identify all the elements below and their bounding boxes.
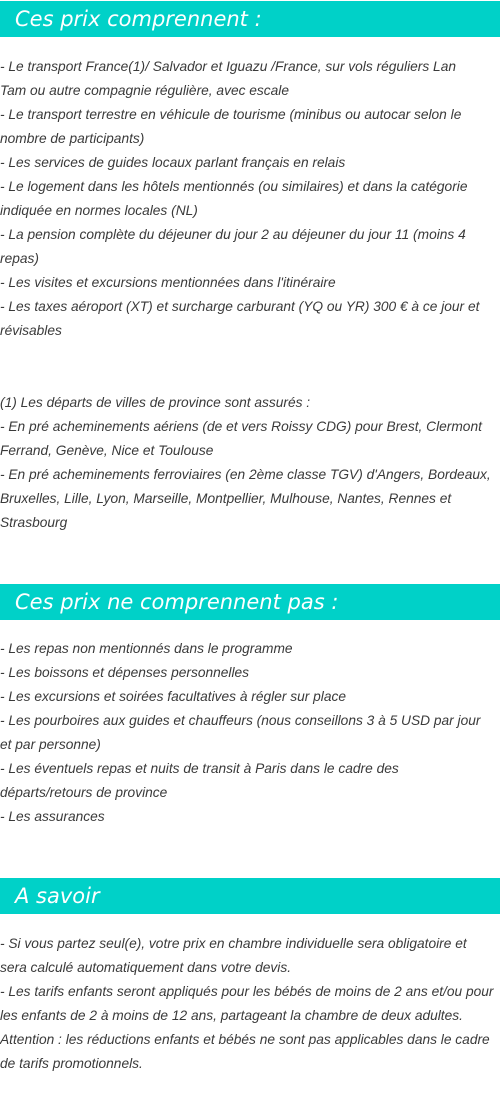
good-to-know-list (0, 932, 500, 1076)
note-line: (1) Les départs de villes de province sont assurés : (0, 395, 311, 410)
list-line: - Les pourboires aux guides et chauffeurs (nous conseillons 3 à 5 USD par jour (0, 713, 481, 728)
list-line: - La pension complète du déjeuner du jour 2 au déjeuner du jour 11 (moins 4 (0, 227, 466, 242)
list-line: - Les excursions et soirées facultatives à régler sur place (0, 689, 347, 704)
note-line: - En pré acheminements ferroviaires (en 2ème classe TGV) d'Angers, Bordeaux, (0, 467, 491, 482)
not-included-list (0, 637, 500, 829)
section-header-not-included: Ces prix ne comprennent pas : (0, 584, 500, 620)
list-line: - Les repas non mentionnés dans le programme (0, 641, 293, 656)
list-line: - Les visites et excursions mentionnées dans l'itinéraire (0, 275, 336, 290)
list-line: - Le logement dans les hôtels mentionnés (ou similaires) et dans la catégorie (0, 179, 468, 194)
list-line: - Les taxes aéroport (XT) et surcharge carburant (YQ ou YR) 300 € à ce jour et (0, 299, 480, 314)
list-line: Tam ou autre compagnie régulière, avec escale (0, 83, 290, 98)
list-line: - Le transport France(1)/ Salvador et Iguazu /France, sur vols réguliers Lan (0, 59, 456, 74)
note-line: - En pré acheminements aériens (de et vers Roissy CDG) pour Brest, Clermont (0, 419, 482, 434)
list-line: - Si vous partez seul(e), votre prix en chambre individuelle sera obligatoire et (0, 936, 467, 951)
list-line: repas) (0, 251, 39, 266)
list-line: les enfants de 2 à moins de 12 ans, partageant la chambre de deux adultes. (0, 1008, 463, 1023)
list-line: et par personne) (0, 737, 101, 752)
list-line: - Les tarifs enfants seront appliqués pour les bébés de moins de 2 ans et/ou pour (0, 984, 494, 999)
included-list (0, 55, 500, 343)
list-line: Attention : les réductions enfants et bébés ne sont pas applicables dans le cadre (0, 1032, 490, 1047)
departures-note (0, 391, 500, 535)
list-line: - Le transport terrestre en véhicule de tourisme (minibus ou autocar selon le (0, 107, 462, 122)
note-line: Ferrand, Genève, Nice et Toulouse (0, 443, 214, 458)
list-line: révisables (0, 323, 62, 338)
list-line: de tarifs promotionnels. (0, 1056, 143, 1071)
list-line: sera calculé automatiquement dans votre devis. (0, 960, 292, 975)
list-line: - Les assurances (0, 809, 105, 824)
list-line: indiquée en normes locales (NL) (0, 203, 198, 218)
note-line: Bruxelles, Lille, Lyon, Marseille, Montpellier, Mulhouse, Nantes, Rennes et (0, 491, 452, 506)
list-line: - Les éventuels repas et nuits de transit à Paris dans le cadre des (0, 761, 399, 776)
note-line: Strasbourg (0, 515, 68, 530)
section-header-good-to-know: A savoir (0, 878, 500, 914)
section-header-included: Ces prix comprennent : (0, 1, 500, 37)
list-line: - Les boissons et dépenses personnelles (0, 665, 250, 680)
list-line: nombre de participants) (0, 131, 145, 146)
list-line: - Les services de guides locaux parlant français en relais (0, 155, 346, 170)
list-line: départs/retours de province (0, 785, 168, 800)
